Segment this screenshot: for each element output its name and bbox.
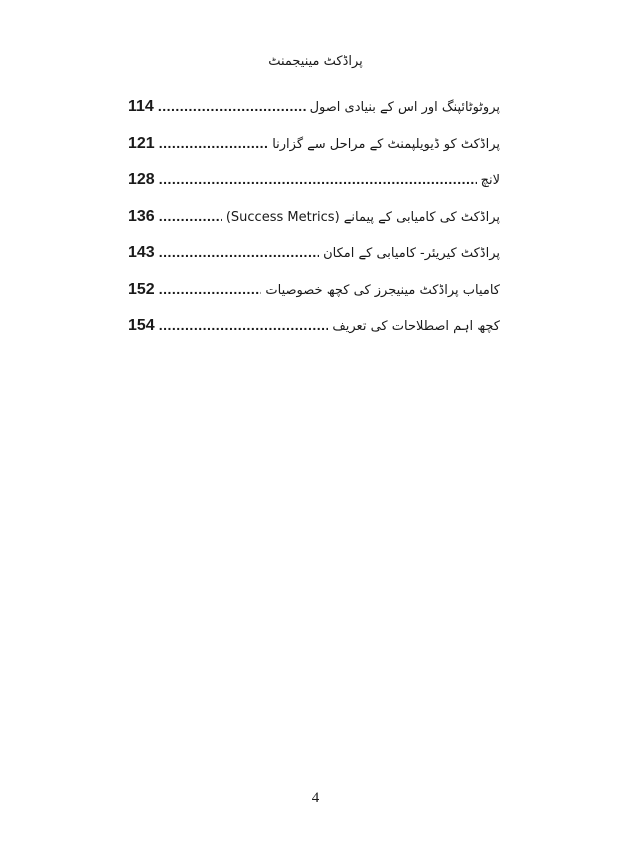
page-number: 4 [311, 790, 320, 806]
toc-entry-glossary[interactable] [128, 313, 500, 350]
toc-entry-development[interactable] [128, 131, 500, 168]
toc-title: پروٹوٹائپنگ اور اس کے بنیادی اصول [309, 100, 500, 115]
dot-leader [159, 313, 329, 337]
table-of-contents [128, 94, 500, 350]
toc-page-number: 143 [128, 244, 155, 261]
dot-leader [159, 131, 269, 155]
toc-entry-manager-traits[interactable] [128, 277, 500, 314]
running-header: پراڈکٹ مینیجمنٹ [268, 54, 363, 69]
toc-title: پراڈکٹ کی کامیابی کے پیمانے (Success Metrics) [225, 209, 500, 225]
toc-page-number: 114 [128, 98, 154, 115]
toc-page-number: 152 [128, 280, 155, 298]
toc-entry-success-metrics[interactable] [128, 204, 500, 241]
toc-page-number: 128 [128, 171, 155, 188]
toc-title: پراڈکٹ کیریئر- کامیابی کے امکان [323, 246, 500, 261]
dot-leader [158, 94, 306, 118]
dot-leader [159, 240, 319, 264]
toc-title: لانچ [480, 173, 500, 188]
dot-leader [159, 204, 222, 228]
dot-leader [159, 167, 477, 191]
toc-entry-launch[interactable] [128, 167, 500, 204]
toc-title: پراڈکٹ کو ڈیویلپمنٹ کے مراحل سے گزارنا [272, 136, 500, 152]
toc-title: کچھ اہم اصطلاحات کی تعریف [332, 319, 500, 334]
toc-title: کامیاب پراڈکٹ مینیجرز کی کچھ خصوصیات [265, 282, 500, 298]
toc-page-number: 154 [128, 317, 155, 334]
toc-page-number: 136 [128, 207, 155, 225]
toc-page-number: 121 [128, 134, 155, 152]
toc-entry-prototyping[interactable] [128, 94, 500, 131]
toc-entry-career[interactable] [128, 240, 500, 277]
dot-leader [159, 277, 262, 301]
